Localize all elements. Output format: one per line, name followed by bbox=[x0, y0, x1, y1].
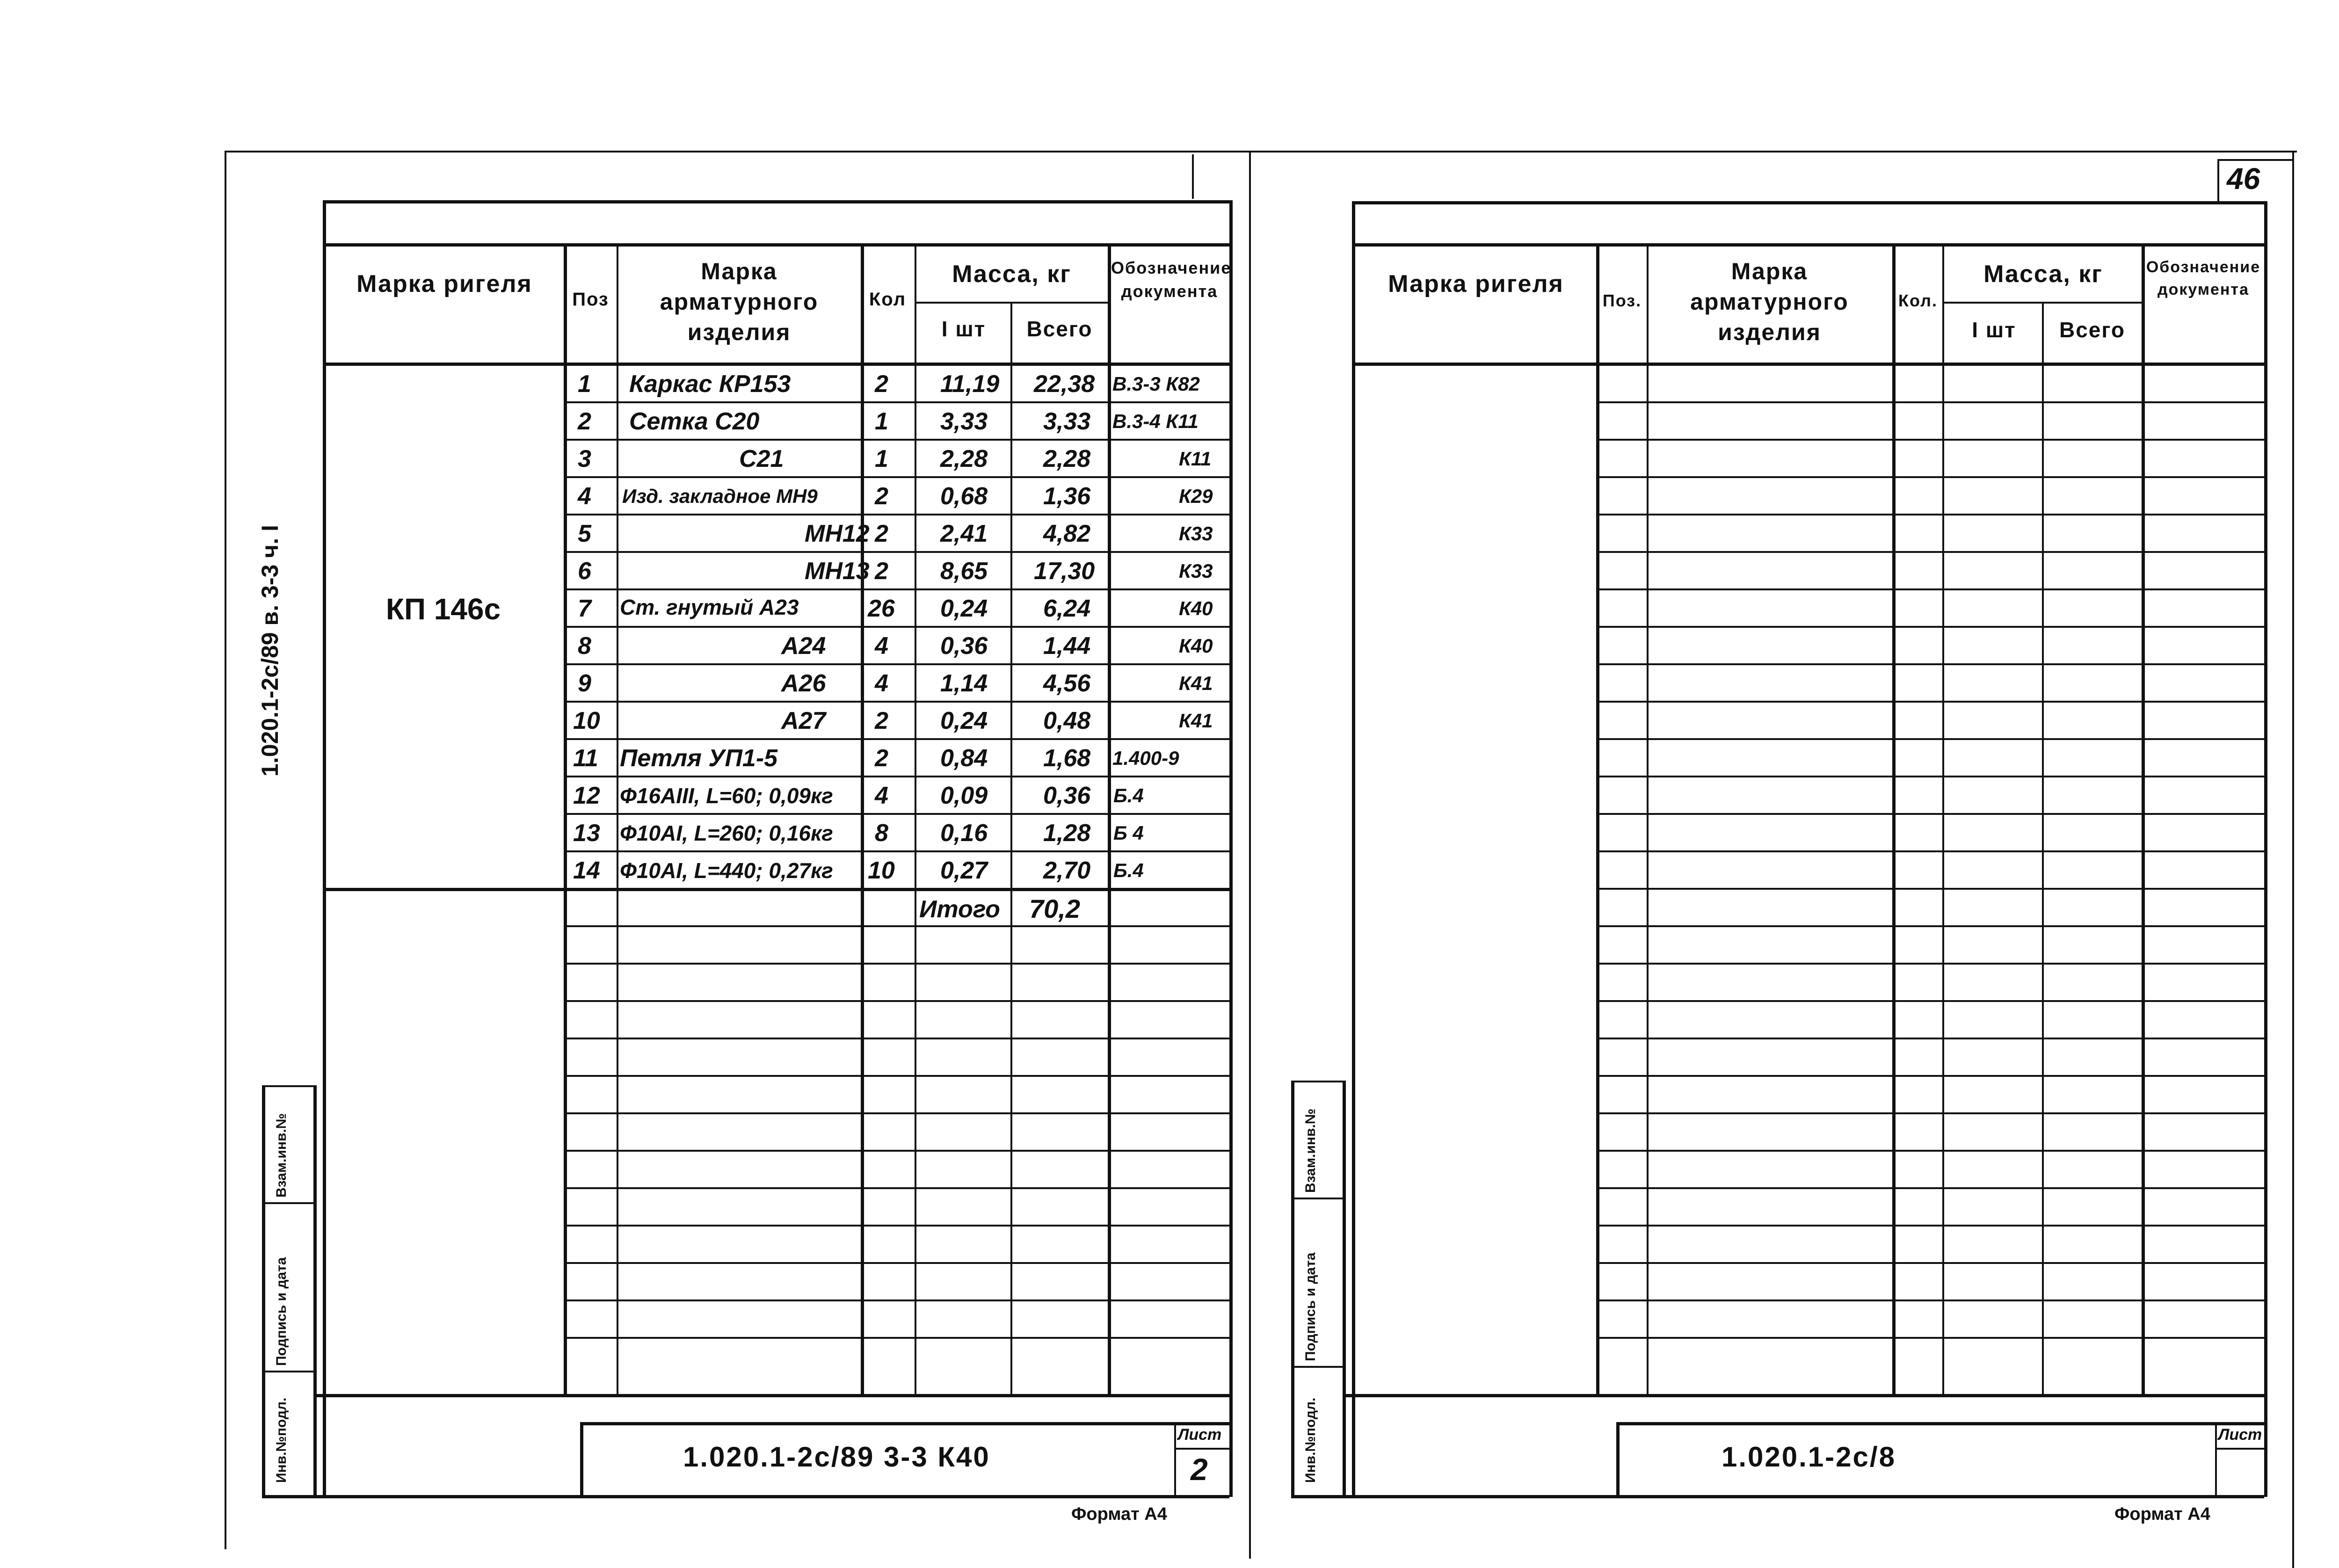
cell-one: 0,09 bbox=[940, 782, 988, 809]
cell-pos: 5 bbox=[578, 520, 591, 547]
sheet-number: 2 bbox=[1191, 1452, 1208, 1487]
header-qty: Кол bbox=[869, 289, 907, 310]
cell-qty: 4 bbox=[875, 632, 888, 660]
cell-qty: 2 bbox=[875, 707, 888, 734]
cell-qty: 26 bbox=[868, 595, 895, 622]
cell-total: 2,70 bbox=[1043, 857, 1091, 884]
cell-item: Ст. гнутый А23 bbox=[620, 595, 799, 619]
cell-total: 0,36 bbox=[1043, 782, 1091, 809]
cell-total: 17,30 bbox=[1034, 558, 1095, 585]
side-stamp-replace: Взам.инв.№ bbox=[1303, 1108, 1318, 1193]
cell-total: 1,36 bbox=[1043, 483, 1091, 510]
cell-one: 0,24 bbox=[940, 595, 988, 622]
sheet-label: Лист bbox=[2218, 1426, 2262, 1444]
header-doc: Обозначение документа bbox=[1111, 258, 1232, 301]
cell-qty: 2 bbox=[875, 483, 888, 510]
cell-total: 1,68 bbox=[1043, 745, 1091, 772]
cell-qty: 1 bbox=[875, 408, 888, 435]
header-mark-rigel: Марка ригеля bbox=[1388, 270, 1564, 298]
cell-total: 4,56 bbox=[1043, 670, 1091, 697]
cell-one: 2,41 bbox=[940, 520, 988, 547]
header-mass: Масса, кг bbox=[952, 261, 1071, 288]
header-qty: Кол. bbox=[1898, 291, 1938, 310]
cell-pos: 10 bbox=[573, 707, 600, 734]
cell-item: А24 bbox=[781, 632, 826, 660]
header-pos: Поз. bbox=[1602, 291, 1642, 310]
cell-pos: 6 bbox=[578, 558, 591, 585]
cell-qty: 4 bbox=[875, 782, 888, 809]
cell-one: 0,24 bbox=[940, 707, 988, 734]
cell-doc: К11 bbox=[1179, 448, 1212, 470]
cell-doc: В.3-4 К11 bbox=[1112, 410, 1199, 432]
header-mass-one: I шт bbox=[941, 317, 986, 341]
format-label: Формат А4 bbox=[1071, 1504, 1167, 1524]
cell-pos: 2 bbox=[578, 408, 591, 435]
cell-qty: 2 bbox=[875, 370, 888, 398]
cell-one: 2,28 bbox=[940, 445, 988, 472]
cell-doc: К41 bbox=[1179, 710, 1213, 732]
cell-item: МН13 bbox=[805, 558, 870, 585]
cell-doc: К33 bbox=[1179, 560, 1213, 582]
header-mark-item: Марка арматурного изделия bbox=[660, 258, 819, 345]
cell-one: 3,33 bbox=[940, 408, 988, 435]
side-stamp-sign: Подпись и дата bbox=[1303, 1252, 1318, 1361]
cell-item: Ф10АI, L=260; 0,16кг bbox=[620, 821, 833, 845]
cell-item: Ф16АIII, L=60; 0,09кг bbox=[620, 784, 833, 808]
cell-doc: Б.4 bbox=[1113, 859, 1144, 881]
cell-qty: 10 bbox=[868, 857, 895, 884]
cell-doc: Б.4 bbox=[1113, 784, 1144, 806]
cell-one: 1,14 bbox=[940, 670, 988, 697]
rigel-mark: КП 146с bbox=[385, 592, 501, 626]
cell-total: 1,28 bbox=[1043, 820, 1091, 847]
cell-item: А27 bbox=[781, 707, 826, 734]
header-mark-item: Марка арматурного изделия bbox=[1690, 258, 1849, 345]
cell-total: 22,38 bbox=[1034, 370, 1095, 398]
cell-doc: В.3-3 К82 bbox=[1112, 373, 1200, 395]
cell-doc: К33 bbox=[1179, 523, 1213, 544]
cell-item: Каркас КР153 bbox=[629, 370, 791, 398]
cell-pos: 3 bbox=[578, 445, 591, 472]
cell-doc: К40 bbox=[1179, 597, 1213, 619]
cell-total: 1,44 bbox=[1043, 632, 1091, 660]
cell-one: 0,84 bbox=[940, 745, 988, 772]
cell-qty: 2 bbox=[875, 520, 888, 547]
cell-total: 3,33 bbox=[1043, 408, 1091, 435]
cell-item: МН12 bbox=[805, 520, 870, 547]
cell-qty: 8 bbox=[875, 820, 888, 847]
cell-item: Ф10АI, L=440; 0,27кг bbox=[620, 858, 833, 883]
cell-item: Сетка С20 bbox=[629, 408, 760, 435]
cell-qty: 1 bbox=[875, 445, 888, 472]
stamp-code: 1.020.1-2с/8 bbox=[1722, 1441, 1896, 1473]
header-mass-total: Всего bbox=[1026, 317, 1093, 341]
cell-total: 6,24 bbox=[1043, 595, 1091, 622]
cell-pos: 4 bbox=[578, 483, 591, 510]
header-mass-one: I шт bbox=[1972, 318, 2016, 342]
cell-qty: 2 bbox=[875, 745, 888, 772]
stamp-code: 1.020.1-2с/89 3-3 К40 bbox=[683, 1441, 990, 1473]
cell-total: 2,28 bbox=[1043, 445, 1091, 472]
cell-one: 0,36 bbox=[940, 632, 988, 660]
cell-pos: 8 bbox=[578, 632, 591, 660]
header-mark-rigel: Марка ригеля bbox=[356, 270, 532, 298]
page-number: 46 bbox=[2227, 162, 2260, 196]
cell-pos: 13 bbox=[573, 820, 600, 847]
cell-item: С21 bbox=[739, 445, 784, 472]
cell-doc: 1.400-9 bbox=[1112, 747, 1179, 769]
cell-doc: К29 bbox=[1179, 485, 1213, 507]
cell-doc: К41 bbox=[1179, 672, 1213, 694]
side-code: 1.020.1-2с/89 в. 3-3 ч. I bbox=[257, 525, 283, 777]
cell-item: А26 bbox=[781, 670, 826, 697]
cell-pos: 7 bbox=[578, 595, 591, 622]
cell-pos: 12 bbox=[573, 782, 600, 809]
total-label: Итого bbox=[919, 896, 1000, 923]
header-pos: Поз bbox=[572, 289, 609, 310]
cell-one: 0,27 bbox=[940, 857, 988, 884]
cell-pos: 14 bbox=[573, 857, 600, 884]
cell-one: 0,68 bbox=[940, 483, 988, 510]
cell-doc: Б 4 bbox=[1113, 822, 1144, 844]
cell-one: 11,19 bbox=[940, 370, 1000, 398]
cell-qty: 2 bbox=[875, 558, 888, 585]
cell-pos: 9 bbox=[578, 670, 591, 697]
cell-one: 0,16 bbox=[940, 820, 988, 847]
side-stamp-inv: Инв.№подл. bbox=[1303, 1397, 1318, 1483]
cell-pos: 11 bbox=[573, 745, 598, 772]
cell-doc: К40 bbox=[1179, 635, 1213, 657]
cell-qty: 4 bbox=[875, 670, 888, 697]
header-mass-total: Всего bbox=[2059, 318, 2126, 342]
cell-total: 0,48 bbox=[1043, 707, 1091, 734]
cell-total: 4,82 bbox=[1043, 520, 1091, 547]
cell-one: 8,65 bbox=[940, 558, 988, 585]
header-mass: Масса, кг bbox=[1983, 261, 2103, 288]
side-stamp-sign: Подпись и дата bbox=[274, 1257, 289, 1366]
total-value: 70,2 bbox=[1029, 894, 1080, 923]
side-stamp-replace: Взам.инв.№ bbox=[274, 1113, 289, 1198]
cell-pos: 1 bbox=[578, 370, 591, 398]
sheet-label: Лист bbox=[1178, 1426, 1222, 1444]
side-stamp-inv: Инв.№подл. bbox=[274, 1397, 289, 1483]
header-doc: Обозначение документа bbox=[2146, 258, 2261, 298]
cell-item: Петля УП1-5 bbox=[620, 745, 778, 772]
cell-item: Изд. закладное МН9 bbox=[622, 485, 818, 507]
format-label: Формат А4 bbox=[2114, 1504, 2210, 1524]
